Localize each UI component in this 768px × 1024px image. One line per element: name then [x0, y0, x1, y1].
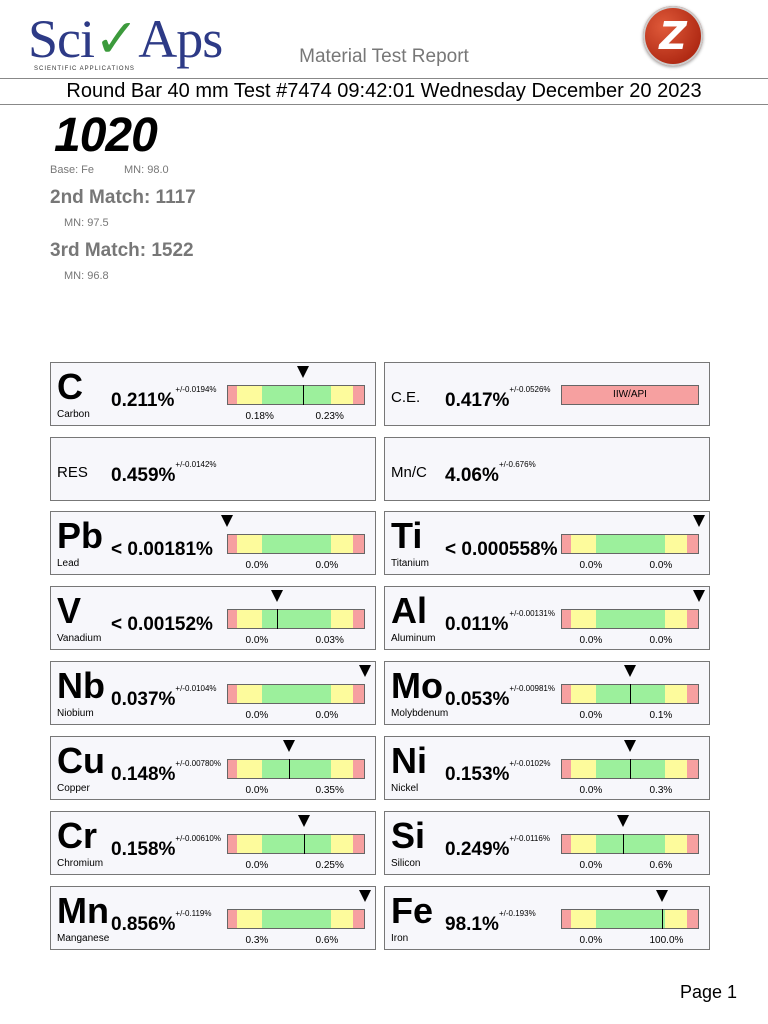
uncertainty: +/-0.00131% — [509, 609, 555, 618]
range-segment — [665, 685, 687, 703]
value-marker-line — [662, 909, 663, 929]
element-name: Lead — [57, 558, 80, 569]
range-segment — [665, 535, 687, 553]
element-value: 0.459% — [111, 465, 176, 486]
ce-method-bar: IIW/API — [561, 385, 699, 405]
range-bar — [227, 909, 365, 929]
value-marker-line — [623, 834, 624, 854]
element-value: 0.037% — [111, 689, 176, 710]
value-marker-triangle — [693, 515, 705, 527]
range-segment — [237, 535, 262, 553]
value-marker-triangle — [359, 890, 371, 902]
range-high-label: 0.0% — [649, 635, 673, 646]
divider — [0, 78, 768, 79]
base-label: Base: Fe — [50, 164, 95, 176]
value-marker-triangle — [359, 665, 371, 677]
range-segment — [262, 610, 331, 628]
range-low-label: 0.0% — [579, 560, 603, 571]
element-card — [384, 736, 710, 800]
third-match: 3rd Match: 1522 — [50, 240, 194, 261]
range-segment — [353, 535, 364, 553]
element-symbol: Mo — [391, 665, 443, 706]
element-value: 4.06% — [445, 465, 499, 486]
range-bar — [227, 534, 365, 554]
range-segment — [596, 910, 665, 928]
range-bar — [227, 684, 365, 704]
range-bar — [561, 534, 699, 554]
element-card — [384, 661, 710, 725]
range-high-label: 0.23% — [315, 411, 344, 422]
range-segment — [687, 760, 698, 778]
element-card — [384, 811, 710, 875]
element-name: Manganese — [57, 933, 110, 944]
element-name: Carbon — [57, 409, 90, 420]
range-low-label: 0.0% — [245, 710, 269, 721]
range-segment — [331, 835, 353, 853]
value-marker-triangle — [693, 590, 705, 602]
range-segment — [562, 610, 571, 628]
range-segment — [562, 835, 571, 853]
element-symbol: Cu — [57, 740, 105, 781]
element-card — [384, 511, 710, 575]
value-marker-line — [303, 385, 304, 405]
element-card — [384, 886, 710, 950]
range-segment — [687, 610, 698, 628]
range-low-label: 0.0% — [245, 635, 269, 646]
metric-label: Mn/C — [391, 464, 427, 481]
element-name: Silicon — [391, 858, 421, 869]
range-segment — [562, 535, 571, 553]
value-marker-triangle — [283, 740, 295, 752]
range-segment — [237, 685, 262, 703]
uncertainty: +/-0.0116% — [509, 834, 550, 843]
element-value: < 0.00181% — [111, 539, 213, 560]
element-name: Aluminum — [391, 633, 436, 644]
range-segment — [687, 835, 698, 853]
range-high-label: 100.0% — [649, 935, 684, 946]
range-segment — [353, 386, 364, 404]
range-segment — [237, 760, 262, 778]
range-segment — [596, 610, 665, 628]
range-segment — [262, 910, 331, 928]
range-segment — [562, 685, 571, 703]
element-card — [50, 437, 376, 501]
range-segment — [262, 685, 331, 703]
element-card — [50, 811, 376, 875]
element-card — [50, 362, 376, 426]
range-segment — [353, 685, 364, 703]
element-value: 98.1% — [445, 914, 499, 935]
divider — [0, 104, 768, 105]
range-segment — [228, 685, 237, 703]
range-high-label: 0.1% — [649, 710, 673, 721]
range-segment — [687, 535, 698, 553]
value-marker-line — [289, 759, 290, 779]
range-bar — [227, 609, 365, 629]
uncertainty: +/-0.0102% — [509, 759, 551, 768]
value-marker-line — [630, 684, 631, 704]
element-symbol: Cr — [57, 815, 98, 856]
range-segment — [262, 535, 331, 553]
value-marker-triangle — [624, 665, 636, 677]
range-high-label: 0.25% — [315, 860, 344, 871]
grade-result: 1020 — [54, 109, 157, 162]
second-match-number: MN: 97.5 — [64, 217, 109, 229]
range-segment — [571, 835, 596, 853]
range-segment — [237, 610, 262, 628]
range-segment — [262, 835, 331, 853]
range-segment — [331, 910, 353, 928]
range-segment — [353, 610, 364, 628]
value-marker-line — [304, 834, 305, 854]
element-card — [50, 661, 376, 725]
metric-label: RES — [57, 464, 88, 481]
z-badge-logo: Z — [643, 6, 703, 66]
element-card — [50, 511, 376, 575]
element-card — [50, 886, 376, 950]
element-value: 0.158% — [111, 839, 176, 860]
uncertainty: +/-0.0526% — [509, 385, 551, 394]
element-name: Nickel — [391, 783, 419, 794]
element-symbol: Si — [391, 815, 426, 856]
element-symbol: C — [57, 366, 83, 407]
value-marker-triangle — [624, 740, 636, 752]
report-title: Material Test Report — [299, 46, 469, 67]
uncertainty: +/-0.0142% — [175, 460, 217, 469]
range-high-label: 0.0% — [315, 560, 339, 571]
range-segment — [596, 535, 665, 553]
element-name: Chromium — [57, 858, 104, 869]
range-segment — [228, 610, 237, 628]
range-segment — [331, 386, 353, 404]
range-high-label: 0.0% — [649, 560, 673, 571]
uncertainty: +/-0.00981% — [509, 684, 555, 693]
element-name: Titanium — [391, 558, 429, 569]
range-segment — [237, 910, 262, 928]
element-value: 0.148% — [111, 764, 176, 785]
element-value: 0.211% — [111, 390, 175, 411]
range-segment — [571, 685, 596, 703]
range-segment — [331, 685, 353, 703]
value-marker-triangle — [298, 815, 310, 827]
range-segment — [571, 535, 596, 553]
element-value: < 0.00152% — [111, 614, 213, 635]
range-segment — [353, 835, 364, 853]
range-segment — [562, 910, 571, 928]
element-symbol: Nb — [57, 665, 105, 706]
element-name: Copper — [57, 783, 90, 794]
uncertainty: +/-0.00780% — [175, 759, 221, 768]
element-card — [384, 362, 710, 426]
range-high-label: 0.0% — [315, 710, 339, 721]
element-symbol: V — [57, 590, 82, 631]
element-value: 0.053% — [445, 689, 510, 710]
range-segment — [665, 835, 687, 853]
range-segment — [571, 760, 596, 778]
range-segment — [228, 535, 237, 553]
test-subheader: Round Bar 40 mm Test #7474 09:42:01 Wednesday December 20 2023 — [66, 80, 702, 102]
element-name: Vanadium — [57, 633, 102, 644]
value-marker-triangle — [297, 366, 309, 378]
sciaps-logo: Sci✓Aps SCIENTIFIC APPLICATIONS — [28, 9, 223, 72]
range-high-label: 0.6% — [649, 860, 673, 871]
range-high-label: 0.03% — [315, 635, 344, 646]
element-value: 0.856% — [111, 914, 176, 935]
range-segment — [228, 760, 237, 778]
range-low-label: 0.0% — [245, 560, 269, 571]
uncertainty: +/-0.193% — [499, 909, 536, 918]
value-marker-line — [277, 609, 278, 629]
second-match: 2nd Match: 1117 — [50, 187, 196, 208]
range-segment — [571, 910, 596, 928]
range-segment — [353, 760, 364, 778]
range-bar — [561, 609, 699, 629]
range-segment — [687, 910, 698, 928]
range-bar — [561, 834, 699, 854]
range-segment — [237, 386, 262, 404]
value-marker-triangle — [271, 590, 283, 602]
range-segment — [331, 535, 353, 553]
range-segment — [228, 835, 237, 853]
element-symbol: Ni — [391, 740, 427, 781]
range-low-label: 0.0% — [245, 860, 269, 871]
uncertainty: +/-0.00610% — [175, 834, 221, 843]
element-card — [50, 736, 376, 800]
element-value: 0.011% — [445, 614, 509, 635]
element-symbol: Mn — [57, 890, 109, 931]
third-match-number: MN: 96.8 — [64, 270, 109, 282]
range-bar — [227, 759, 365, 779]
element-symbol: Al — [391, 590, 427, 631]
range-segment — [596, 835, 665, 853]
element-name: Iron — [391, 933, 409, 944]
element-card — [384, 586, 710, 650]
range-segment — [687, 685, 698, 703]
element-value: 0.417% — [445, 390, 510, 411]
range-segment — [331, 610, 353, 628]
range-low-label: 0.0% — [579, 860, 603, 871]
page-number: Page 1 — [680, 982, 738, 1002]
range-bar — [561, 909, 699, 929]
uncertainty: +/-0.119% — [175, 909, 212, 918]
range-low-label: 0.3% — [245, 935, 269, 946]
value-marker-line — [630, 759, 631, 779]
range-segment — [562, 760, 571, 778]
element-value: 0.249% — [445, 839, 510, 860]
range-segment — [228, 386, 237, 404]
metric-label: C.E. — [391, 389, 421, 406]
value-marker-triangle — [221, 515, 233, 527]
range-low-label: 0.0% — [245, 785, 269, 796]
range-segment — [262, 760, 331, 778]
element-name: Molybdenum — [391, 708, 449, 719]
range-segment — [262, 386, 331, 404]
range-segment — [665, 760, 687, 778]
range-segment — [237, 835, 262, 853]
range-high-label: 0.6% — [315, 935, 339, 946]
range-bar — [227, 385, 365, 405]
element-name: Niobium — [57, 708, 94, 719]
uncertainty: +/-0.676% — [499, 460, 536, 469]
element-symbol: Fe — [391, 890, 434, 931]
range-segment — [228, 910, 237, 928]
range-low-label: 0.0% — [579, 635, 603, 646]
range-low-label: 0.0% — [579, 785, 603, 796]
range-low-label: 0.0% — [579, 710, 603, 721]
uncertainty: +/-0.0104% — [175, 684, 217, 693]
element-symbol: Pb — [57, 515, 104, 556]
range-segment — [665, 610, 687, 628]
value-marker-triangle — [617, 815, 629, 827]
range-high-label: 0.3% — [649, 785, 673, 796]
range-bar — [227, 834, 365, 854]
range-low-label: 0.0% — [579, 935, 603, 946]
range-segment — [353, 910, 364, 928]
element-value: < 0.000558% — [445, 539, 558, 560]
range-segment — [331, 760, 353, 778]
match-number: MN: 98.0 — [124, 164, 169, 176]
element-card — [50, 586, 376, 650]
range-high-label: 0.35% — [315, 785, 344, 796]
value-marker-triangle — [656, 890, 668, 902]
element-card — [384, 437, 710, 501]
range-low-label: 0.18% — [245, 411, 274, 422]
element-symbol: Ti — [391, 515, 423, 556]
uncertainty: +/-0.0194% — [175, 385, 217, 394]
range-segment — [571, 610, 596, 628]
element-value: 0.153% — [445, 764, 510, 785]
range-segment — [665, 910, 687, 928]
